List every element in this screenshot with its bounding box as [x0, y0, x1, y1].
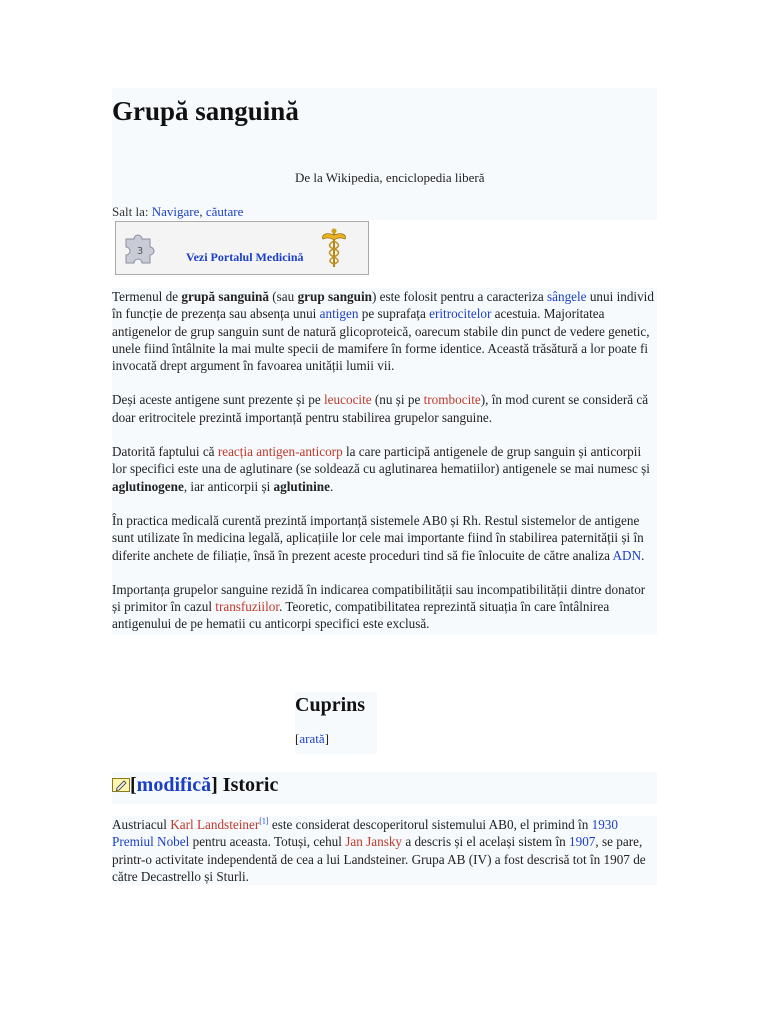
text: acestuia. Majoritatea antigenelor de grup sanguin sunt de natură glicoproteică, oarecum stabile din punct de vedere genetic, unele fiind întâlnite la mai multe specii de mamifere în forme identice. Această trăsătură a lor poate fi invocată drept argument în favoarea unității lumii vii. — [112, 306, 650, 374]
section-title: Istoric — [217, 774, 279, 796]
text: Datorită faptului că — [112, 444, 218, 460]
text: ), în mod curent se consideră că doar eritrocitele prezintă importanță pentru stabilirea grupelor sanguine. — [112, 392, 649, 425]
portal-box[interactable] — [115, 221, 369, 275]
paragraph-5 — [112, 581, 657, 633]
text: Termenul de — [112, 289, 182, 304]
section-body-istoric — [112, 816, 657, 885]
bold-term: grup sanguin — [297, 289, 372, 304]
link-adn[interactable]: ADN — [612, 547, 642, 563]
text: pe suprafața — [358, 306, 430, 322]
text: , iar anticorpii și — [183, 478, 274, 494]
paragraph-1 — [112, 288, 657, 374]
link-antigen[interactable]: antigen — [319, 306, 359, 322]
link-sangele[interactable]: sângele — [546, 289, 587, 304]
link-leucocite[interactable]: leucocite — [324, 392, 372, 408]
text: Deși aceste antigene sunt prezente și pe — [112, 392, 325, 408]
link-trombocite[interactable]: trombocite — [423, 392, 481, 408]
text: pentru aceasta. Totuși, cehul — [189, 834, 346, 850]
bold-term: aglutinogene — [112, 478, 184, 494]
bracket: [ — [130, 774, 137, 796]
text: Importanța grupelor sanguine rezidă în indicarea compatibilității sau incompatibilității dintre donator și primitor în cazul — [112, 581, 646, 615]
reference-1-link[interactable]: [1] — [259, 816, 269, 826]
link-transfuziilor[interactable]: transfuziilor — [215, 599, 280, 615]
text: este considerat descoperitorul sistemului AB0, el primind în — [268, 817, 592, 832]
article — [112, 88, 657, 884]
text: . — [329, 478, 334, 494]
link-premiul-nobel[interactable]: Premiul Nobel — [112, 834, 190, 850]
text: unui individ în funcție de prezența sau absența unui — [112, 289, 654, 322]
bracket: ] — [211, 774, 218, 796]
text: În practica medicală curentă prezintă importanță sistemele AB0 și Rh. Restul sistemelor de antigene sunt utilizate în medicina legală, aplicațiile lor cele mai importante fiind în stabilirea paternității și în diferite anchete de filiație, însă în prezent aceste proceduri tind să fie înlocuite de către analiza — [112, 512, 644, 563]
site-tagline: De la Wikipedia, enciclopedia liberă — [295, 170, 485, 185]
article-body — [112, 288, 657, 635]
text: ) este folosit pentru a caracteriza — [371, 289, 547, 304]
puzzle-icon — [122, 231, 158, 265]
text: (sau — [268, 289, 298, 304]
paragraph-2 — [112, 391, 657, 426]
text: , se pare, printr-o activitate independentă de cea a lui Landsteiner. Grupa AB (IV) a fost descrisă tot în 1907 de către Decastrello și Sturli. — [112, 834, 646, 884]
text: (nu și pe — [371, 392, 424, 408]
table-of-contents — [295, 692, 377, 754]
link-karl-landsteiner[interactable]: Karl Landsteiner — [170, 817, 260, 832]
pencil-edit-icon[interactable] — [112, 778, 130, 792]
portal-medicine-link[interactable]: Vezi Portalul Medicină — [186, 250, 304, 264]
link-eritrocitelor[interactable]: eritrocitelor — [429, 306, 492, 322]
jump-search-link[interactable]: căutare — [205, 204, 244, 219]
text: a descris și el același sistem în — [402, 834, 570, 850]
jump-separator: , — [199, 204, 206, 219]
link-reactia-antigen-anticorp[interactable]: reacția antigen-anticorp — [217, 444, 343, 460]
jump-navigation-link[interactable]: Navigare — [151, 204, 200, 219]
bracket: [ — [295, 731, 300, 746]
text: . Teoretic, compatibilitatea reprezintă situația în care întâlnirea antigenului de pe hematii cu anticorpi specifici este exclusă. — [112, 599, 610, 632]
toc-heading: Cuprins — [295, 694, 366, 716]
link-1907[interactable]: 1907 — [569, 834, 596, 850]
page-title: Grupă sanguină — [112, 96, 299, 126]
caduceus-icon — [319, 227, 349, 269]
link-1930[interactable]: 1930 — [591, 817, 618, 832]
paragraph-3 — [112, 443, 657, 495]
bold-term: aglutinine — [273, 478, 330, 494]
section-heading-istoric — [112, 774, 278, 797]
edit-section-link[interactable]: modifică — [136, 774, 212, 796]
link-jan-jansky[interactable]: Jan Jansky — [345, 834, 403, 850]
text: . — [641, 547, 645, 563]
jump-links — [112, 204, 243, 220]
text: Austriacul — [112, 817, 171, 832]
bracket: ] — [324, 731, 329, 746]
bold-term: grupă sanguină — [181, 289, 269, 304]
text: la care participă antigenele de grup sanguin și anticorpii lor specifici este una de aglutinare (se soldează cu aglutinarea hematiilor) antigenele se mai numesc și — [112, 444, 650, 477]
toc-show-link[interactable]: arată — [299, 731, 325, 746]
jump-prefix: Salt la: — [112, 204, 152, 219]
toc-toggle — [295, 731, 377, 747]
paragraph-4 — [112, 512, 657, 564]
svg-text:3: 3 — [136, 246, 144, 257]
